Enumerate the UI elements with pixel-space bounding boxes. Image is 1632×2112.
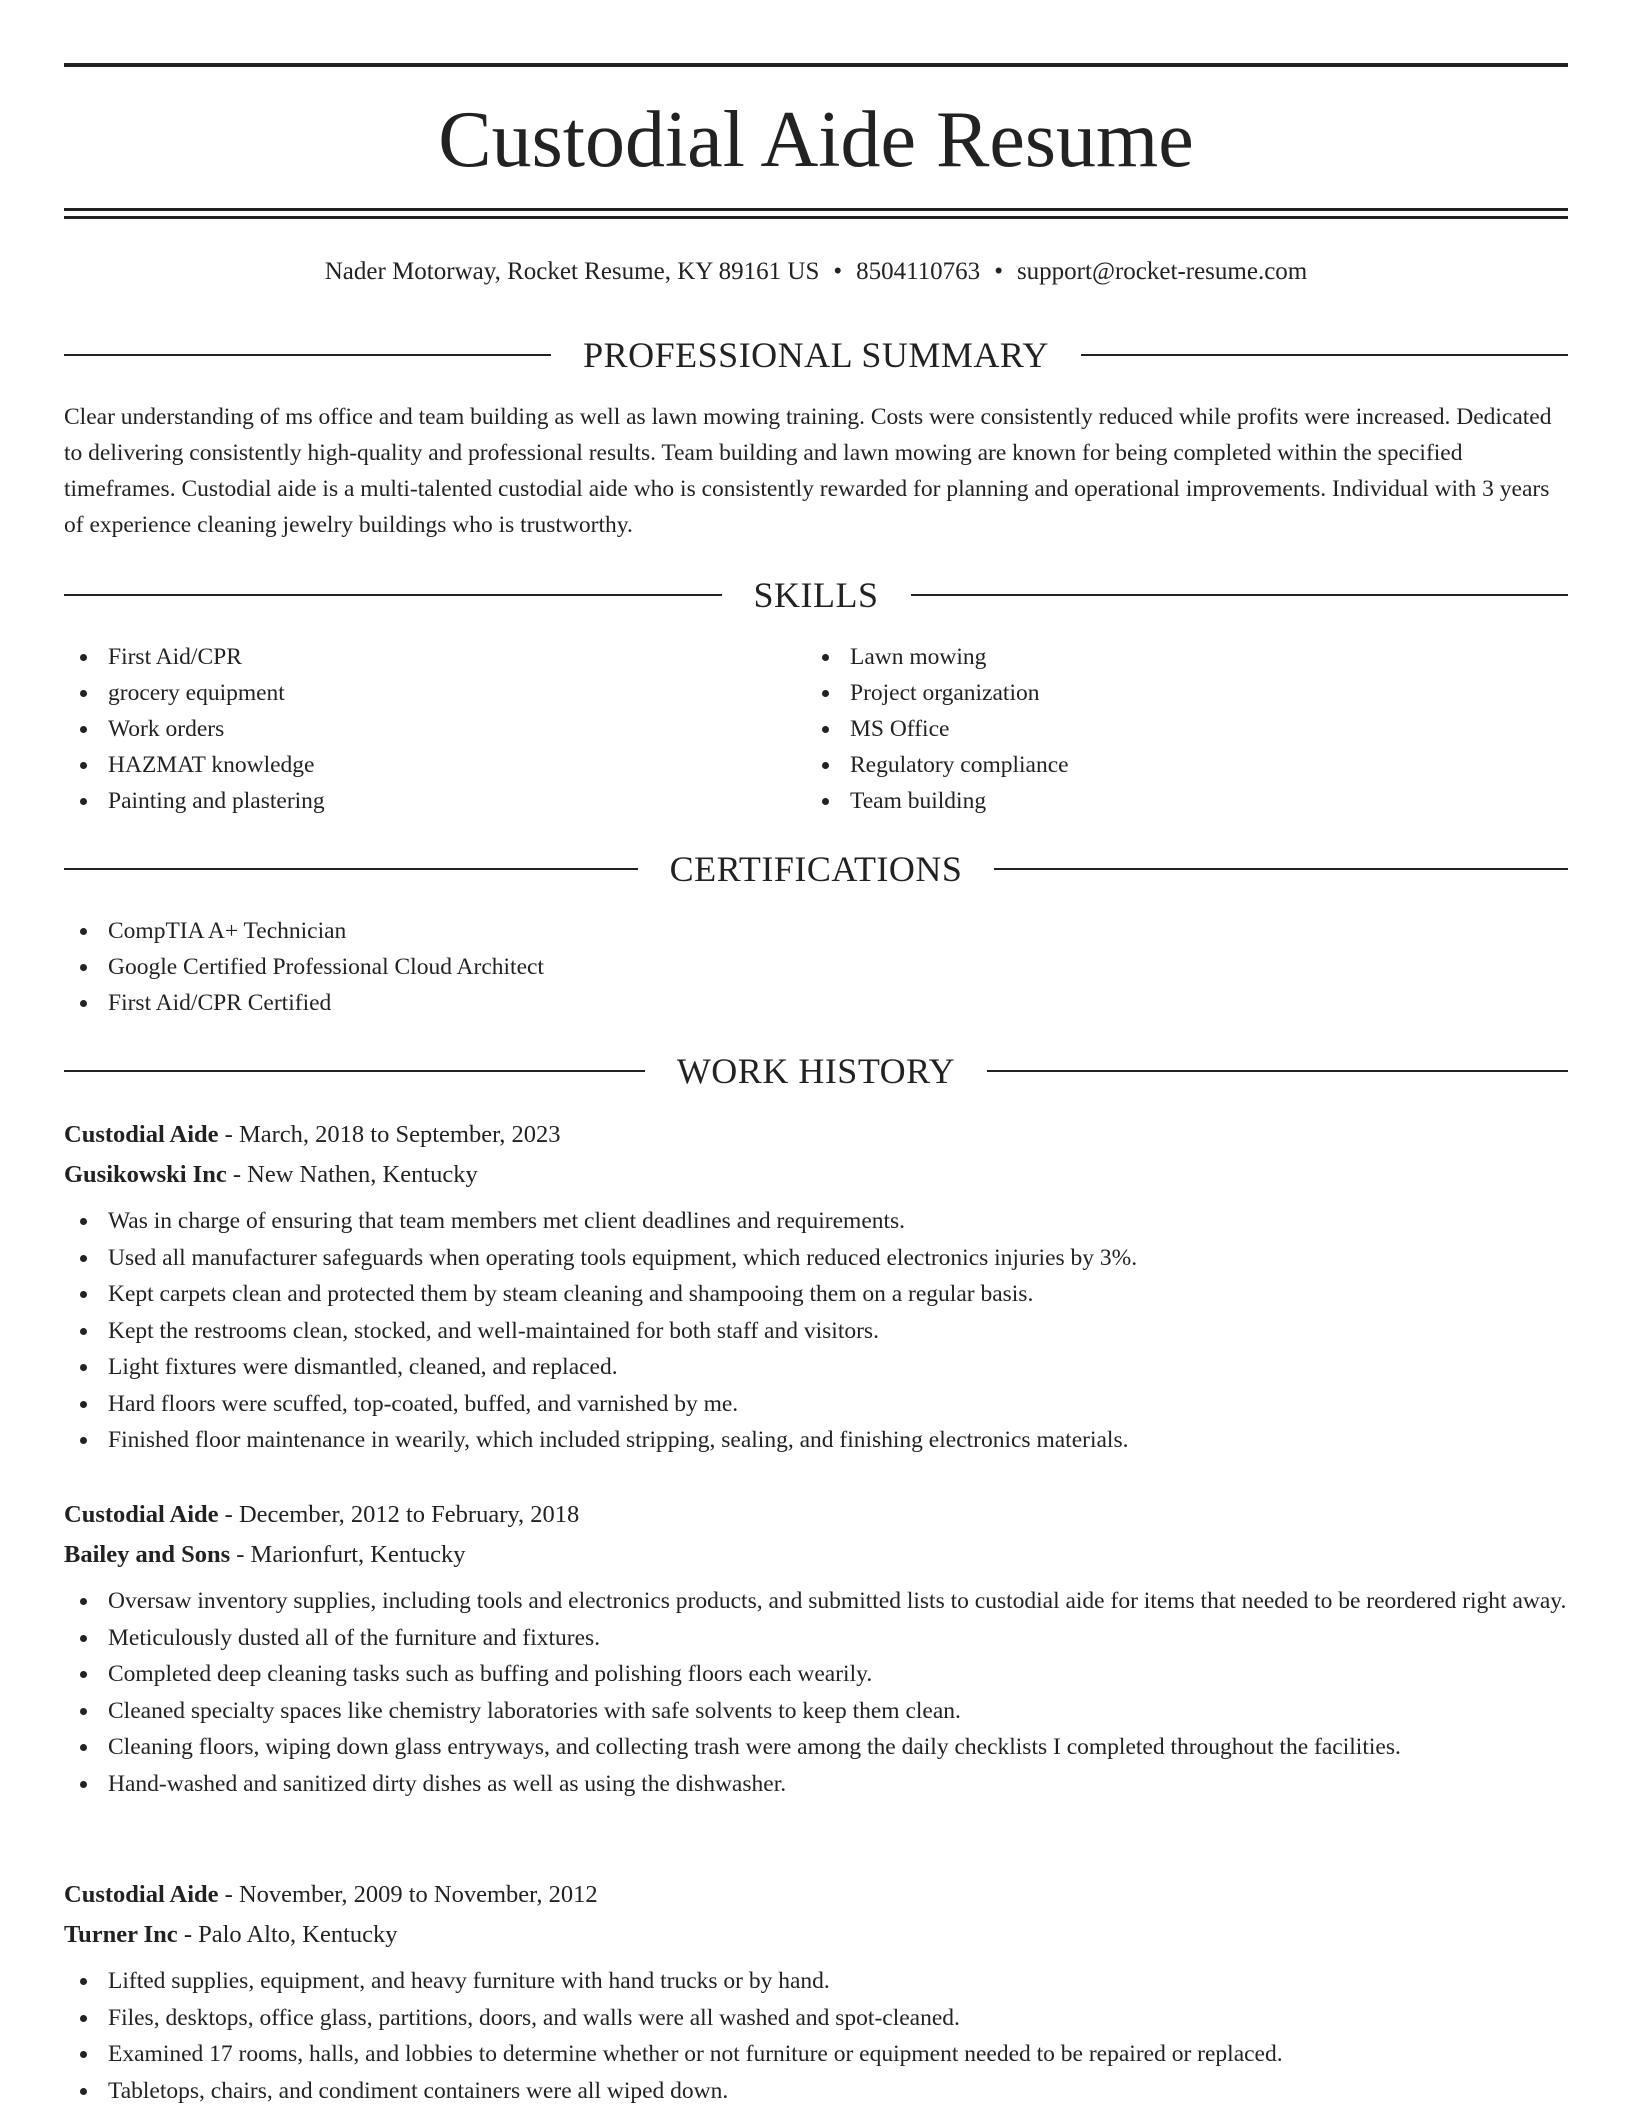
job-bullet: Files, desktops, office glass, partitions, doors, and walls were all washed and spot-cleaned.	[64, 2000, 1568, 2037]
job-bullet: Kept carpets clean and protected them by steam cleaning and shampooing them on a regular basis.	[64, 1276, 1568, 1313]
skills-list-right	[806, 639, 1506, 819]
summary-section-header	[64, 333, 1568, 377]
job-dates: December, 2012 to February, 2018	[238, 1501, 580, 1528]
section-rule	[64, 868, 638, 870]
section-rule	[64, 354, 551, 356]
job-bullet: Light fixtures were dismantled, cleaned, and replaced.	[64, 1349, 1568, 1386]
skill-item: Regulatory compliance	[806, 747, 1506, 783]
certification-item: First Aid/CPR Certified	[64, 985, 1568, 1021]
job-company: Gusikowski Inc	[64, 1161, 227, 1188]
job-location: New Nathen, Kentucky	[247, 1161, 478, 1188]
skill-item: Team building	[806, 783, 1506, 819]
contact-separator: •	[833, 258, 843, 285]
job-location: Palo Alto, Kentucky	[198, 1921, 398, 1948]
job-bullets	[64, 1963, 1568, 2109]
contact-separator: •	[994, 258, 1003, 285]
section-rule	[987, 1070, 1568, 1072]
job-bullet: Hard floors were scuffed, top-coated, buffed, and varnished by me.	[64, 1386, 1568, 1423]
job-company-line: Turner Inc - Palo Alto, Kentucky	[64, 1921, 398, 1948]
job-entry	[64, 1115, 1568, 1459]
job-bullet: Oversaw inventory supplies, including tools and electronics products, and submitted lists to custodial aide for items that needed to be reordered right away.	[64, 1583, 1568, 1620]
job-bullet: Kept the restrooms clean, stocked, and well-maintained for both staff and visitors.	[64, 1313, 1568, 1350]
job-bullet: Finished floor maintenance in wearily, which included stripping, sealing, and finishing electronics materials.	[64, 1422, 1568, 1459]
job-bullet: Examined 17 rooms, halls, and lobbies to determine whether or not furniture or equipment needed to be repaired or replaced.	[64, 2036, 1568, 2073]
job-bullets	[64, 1203, 1568, 1459]
contact-address: Nader Motorway, Rocket Resume, KY 89161 US	[324, 258, 820, 285]
job-bullet: Cleaning floors, wiping down glass entryways, and collecting trash were among the daily checklists I completed throughout the facilities.	[64, 1729, 1568, 1766]
title-rule-upper	[64, 208, 1568, 211]
job-bullet: Completed deep cleaning tasks such as buffing and polishing floors each wearily.	[64, 1656, 1568, 1693]
contact-email: support@rocket-resume.com	[1016, 258, 1308, 285]
job-company-line: Gusikowski Inc - New Nathen, Kentucky	[64, 1161, 478, 1188]
job-bullet: Lifted supplies, equipment, and heavy furniture with hand trucks or by hand.	[64, 1963, 1568, 2000]
skill-item: Work orders	[64, 711, 764, 747]
job-title-line: Custodial Aide - March, 2018 to September, 2023	[64, 1121, 561, 1148]
job-bullet: Tabletops, chairs, and condiment containers were all wiped down.	[64, 2073, 1568, 2110]
skill-item: First Aid/CPR	[64, 639, 764, 675]
resume-title: Custodial Aide Resume	[438, 96, 1194, 184]
skill-item: Lawn mowing	[806, 639, 1506, 675]
job-company-line: Bailey and Sons - Marionfurt, Kentucky	[64, 1541, 466, 1568]
job-dates: November, 2009 to November, 2012	[238, 1881, 598, 1908]
skill-item: HAZMAT knowledge	[64, 747, 764, 783]
certification-item: Google Certified Professional Cloud Architect	[64, 949, 1568, 985]
job-entry	[64, 1875, 1568, 2109]
job-bullet: Was in charge of ensuring that team members met client deadlines and requirements.	[64, 1203, 1568, 1240]
work-history-section-header	[64, 1049, 1568, 1093]
section-rule	[64, 1070, 645, 1072]
certifications-section-header	[64, 847, 1568, 891]
section-rule	[1081, 354, 1568, 356]
certifications-heading: CERTIFICATIONS	[669, 849, 963, 889]
job-bullets	[64, 1583, 1568, 1802]
job-title: Custodial Aide	[64, 1501, 219, 1528]
job-bullet: Cleaned specialty spaces like chemistry laboratories with safe solvents to keep them clean.	[64, 1693, 1568, 1730]
skill-item: grocery equipment	[64, 675, 764, 711]
job-title-line: Custodial Aide - December, 2012 to February, 2018	[64, 1501, 580, 1528]
skills-section-header	[64, 573, 1568, 617]
skills-list-left	[64, 639, 764, 819]
skills-heading: SKILLS	[753, 575, 879, 615]
job-bullet: Hand-washed and sanitized dirty dishes as well as using the dishwasher.	[64, 1766, 1568, 1803]
job-title: Custodial Aide	[64, 1121, 219, 1148]
summary-text: Clear understanding of ms office and team building as well as lawn mowing training. Costs were consistently reduced while profits were increased. Dedicated to delivering consistently high-quality and professional results. Team building and lawn mowing are known for being completed within the specified timeframes. Custodial aide is a multi-talented custodial aide who is consistently rewarded for planning and operational improvements. Individual with 3 years of experience cleaning jewelry buildings who is trustworthy.	[64, 404, 1552, 538]
section-rule	[994, 868, 1568, 870]
job-dates: March, 2018 to September, 2023	[238, 1121, 561, 1148]
certification-item: CompTIA A+ Technician	[64, 913, 1568, 949]
job-entry	[64, 1495, 1568, 1802]
work-history-heading: WORK HISTORY	[676, 1051, 956, 1091]
job-company: Bailey and Sons	[64, 1541, 231, 1568]
job-bullet: Meticulously dusted all of the furniture and fixtures.	[64, 1620, 1568, 1657]
summary-heading: PROFESSIONAL SUMMARY	[583, 335, 1049, 375]
contact-phone: 8504110763	[856, 258, 981, 285]
section-rule	[64, 594, 722, 596]
job-bullet: Used all manufacturer safeguards when operating tools equipment, which reduced electronics injuries by 3%.	[64, 1240, 1568, 1277]
certifications-list	[64, 913, 1568, 1021]
job-title-line: Custodial Aide - November, 2009 to November, 2012	[64, 1881, 598, 1908]
skill-item: Project organization	[806, 675, 1506, 711]
job-title: Custodial Aide	[64, 1881, 219, 1908]
skill-item: Painting and plastering	[64, 783, 764, 819]
skill-item: MS Office	[806, 711, 1506, 747]
job-company: Turner Inc	[64, 1921, 178, 1948]
section-rule	[911, 594, 1569, 596]
title-rule-lower	[64, 216, 1568, 219]
contact-line	[64, 255, 1568, 289]
top-rule	[64, 63, 1568, 67]
job-location: Marionfurt, Kentucky	[250, 1541, 466, 1568]
